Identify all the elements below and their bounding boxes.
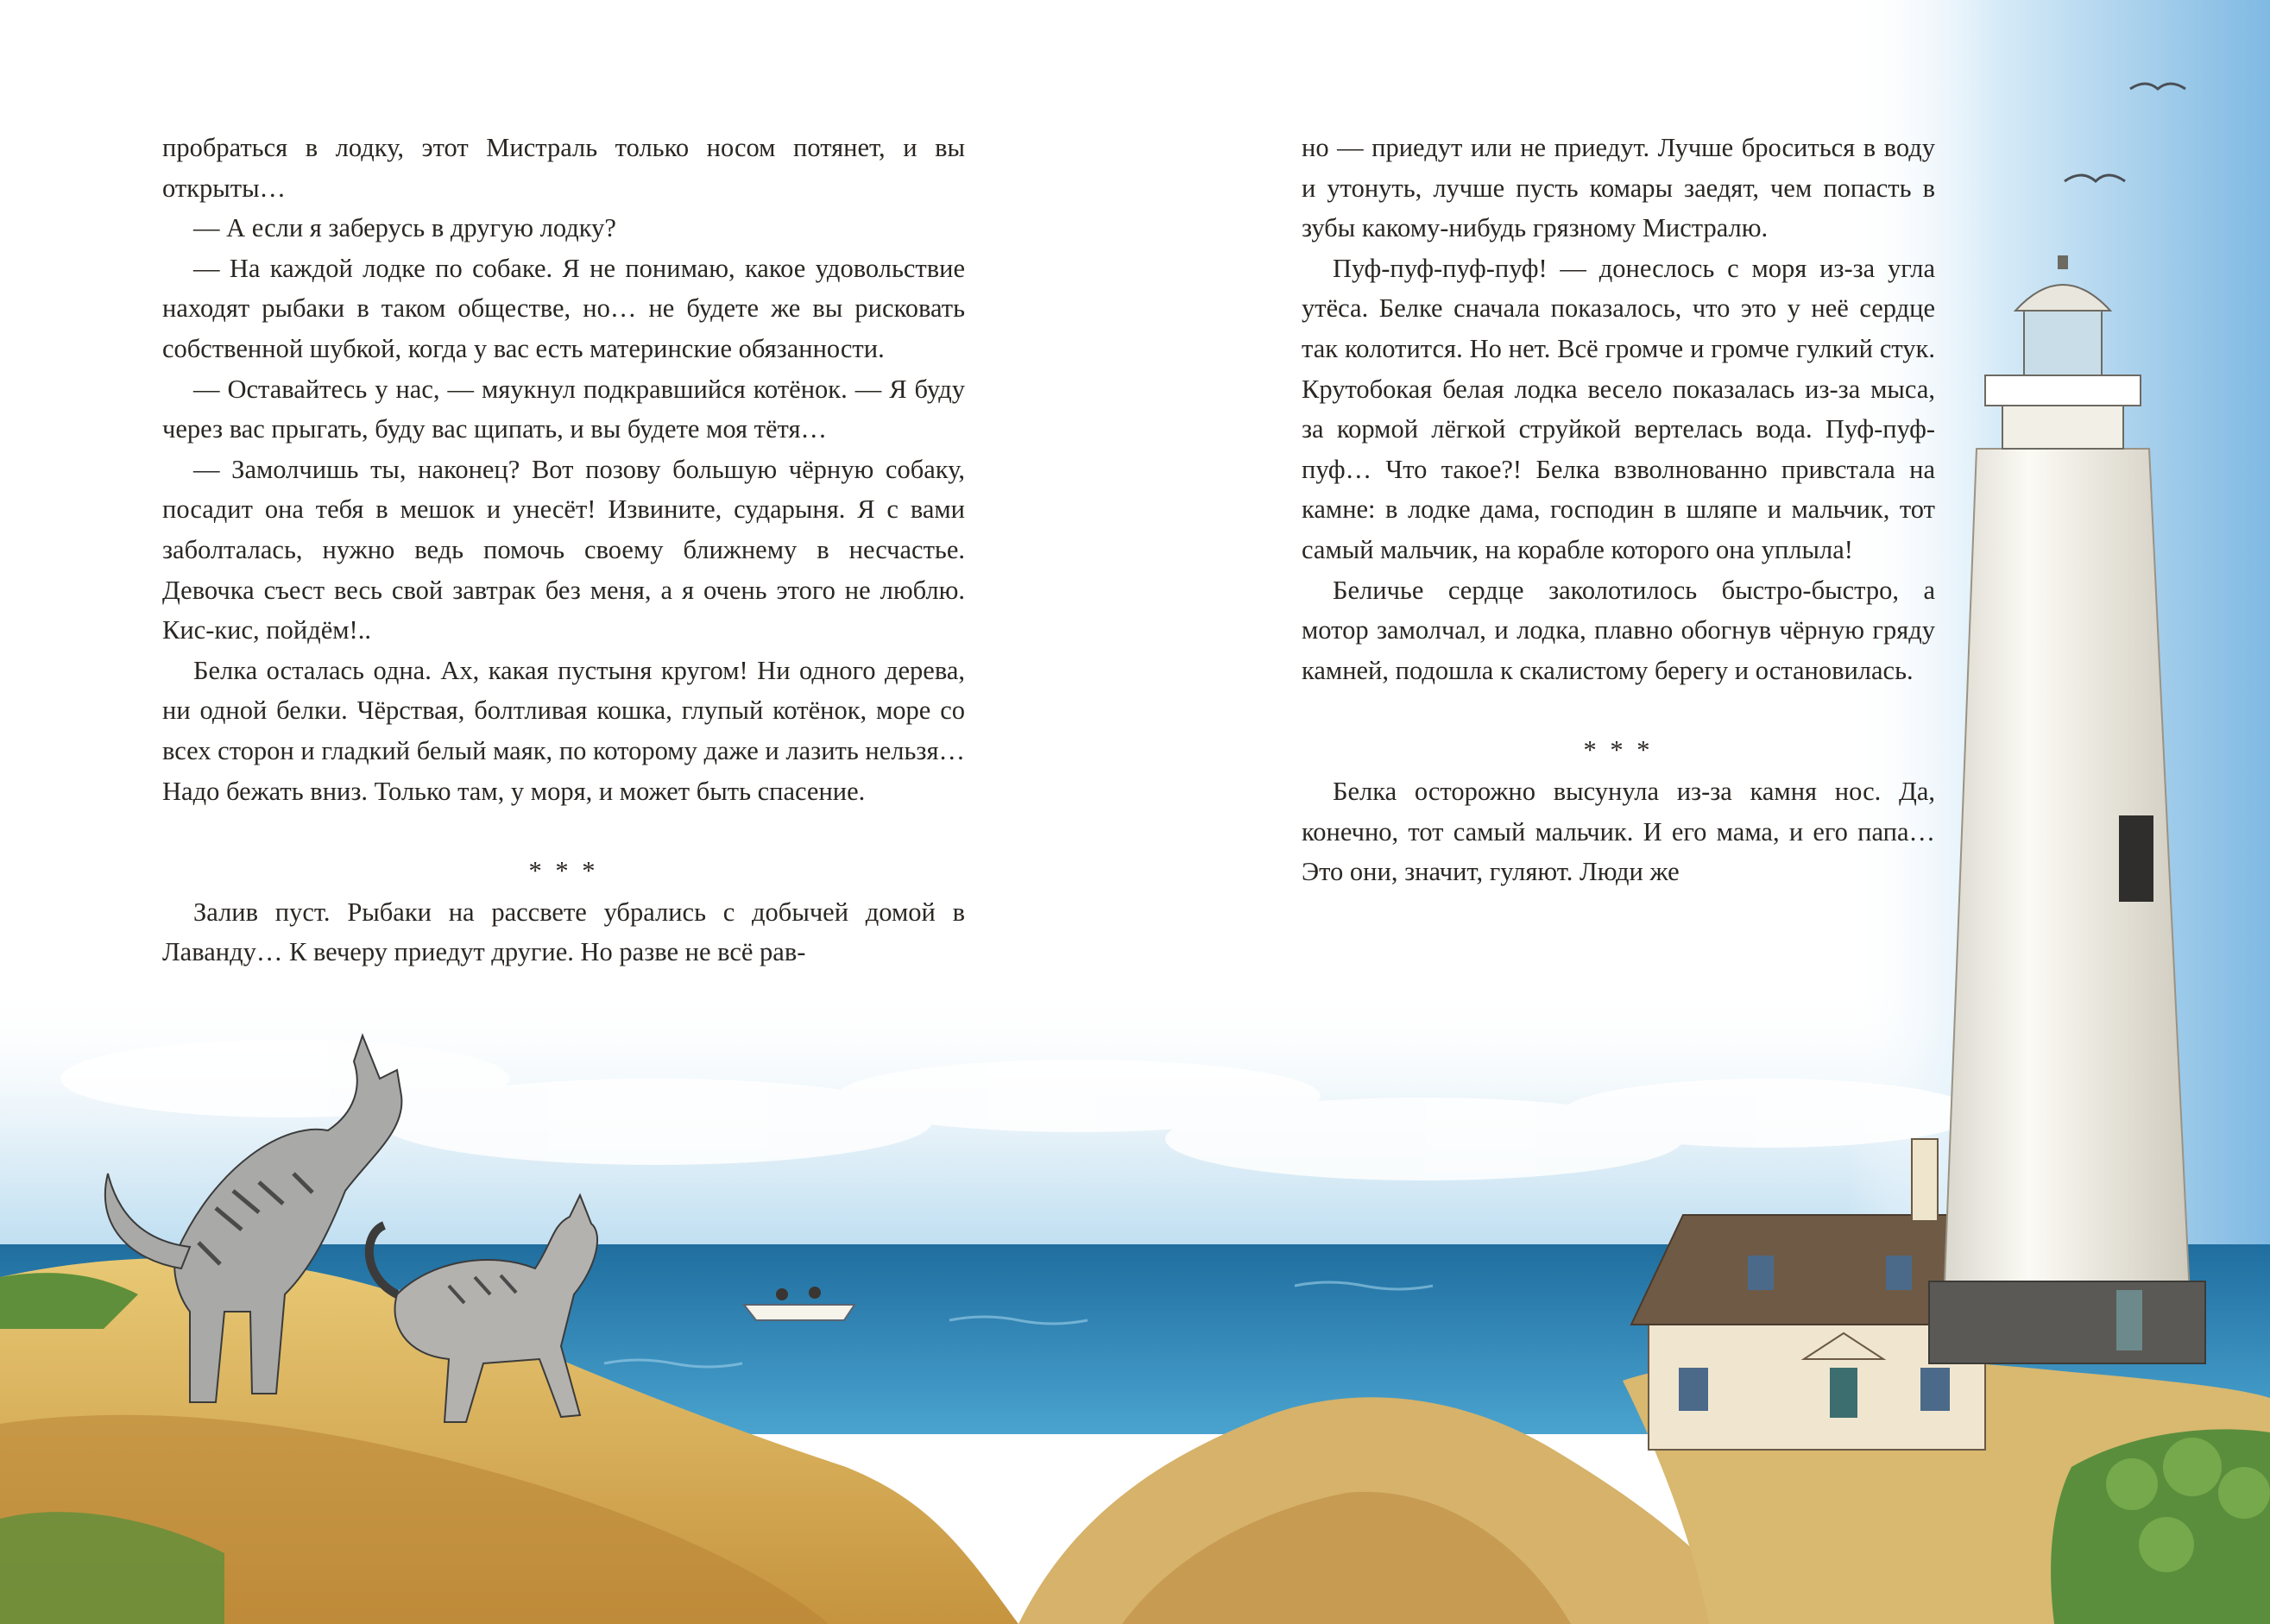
paragraph: Пуф-пуф-пуф-пуф! — донеслось с моря из-за угла утёса. Белке сначала показалось, что это у неё сердце так колотится. Но нет. Всё громче и громче гулкий стук. Крутобокая белая лодка весело показалась из-за мыса, за кормой лёгкой струйкой вертелась вода. Пуф-пуф-пуф… Что такое?! Белка взволнованно привстала на камне: в лодке дама, господин в шляпе и мальчик, тот самый мальчик, на корабле которого она уплыла! (1302, 253, 1935, 564)
paragraph: Залив пуст. Рыбаки на рассвете убрались с добычей домой в Лаванду… К вечеру приедут другие. Но разве не всё рав- (162, 897, 965, 967)
paragraph: пробраться в лодку, этот Мистраль только носом потянет, и вы открыты… (162, 133, 965, 203)
paragraph: — А если я заберусь в другую лодку? (193, 213, 616, 243)
paragraph: Белка осталась одна. Ах, какая пустыня кругом! Ни одного дерева, ни одной белки. Чёрствая, болтливая кошка, глупый котёнок, море со всех сторон и гладкий белый маяк, по которому даже и лазить нельзя… Надо бежать вниз. Только там, у моря, и может быть спасение. (162, 655, 965, 806)
right-page-text (1302, 128, 1935, 892)
left-page-text (162, 128, 965, 973)
paragraph: но — приедут или не приедут. Лучше броситься в воду и утонуть, лучше пусть комары заедят, чем попасть в зубы какому-нибудь грязному Мистралю. (1302, 133, 1935, 243)
section-separator: * * * (528, 856, 599, 886)
paragraph: — Оставайтесь у нас, — мяукнул подкравшийся котёнок. — Я буду через вас прыгать, буду вас щипать, и вы будете моя тётя… (162, 374, 965, 444)
paragraph: — Замолчишь ты, наконец? Вот позову большую чёрную собаку, посадит она тебя в мешок и унесёт! Извините, сударыня. Я с вами заболталась, нужно ведь помочь своему ближнему в несчастье. Девочка съест весь свой завтрак без меня, а я очень этого не люблю. Кис-кис, пойдём!.. (162, 454, 965, 645)
paragraph: Белка осторожно высунула из-за камня нос. Да, конечно, тот самый мальчик. И его мама, и его папа… Это они, значит, гуляют. Люди же (1302, 776, 1935, 887)
paragraph: Беличье сердце заколотилось быстро-быстро, а мотор замолчал, и лодка, плавно обогнув чёрную гряду камней, подошла к скалистому берегу и остановилась. (1302, 575, 1935, 685)
section-separator: * * * (1583, 735, 1654, 765)
paragraph: — На каждой лодке по собаке. Я не понимаю, какое удовольствие находят рыбаки в таком обществе, но… не будете же вы рисковать собственной шубкой, когда у вас есть материнские обязанности. (162, 253, 965, 363)
